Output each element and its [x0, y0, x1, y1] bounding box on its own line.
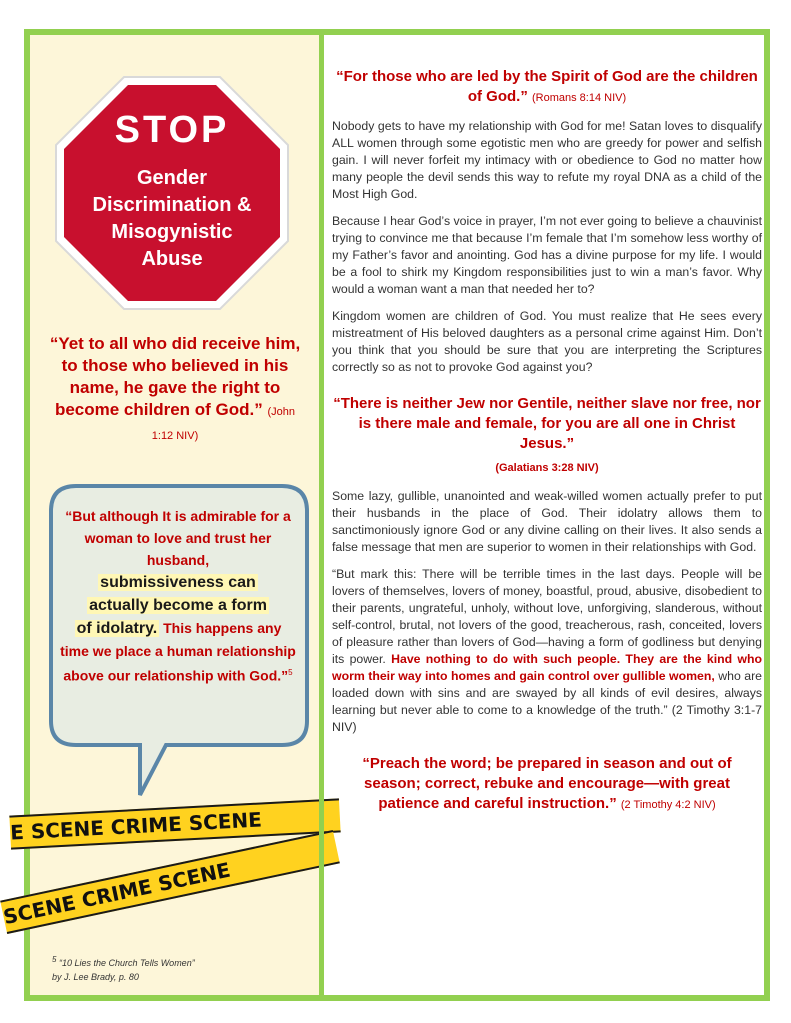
- stop-line: Abuse: [141, 248, 203, 270]
- left-sidebar: [1, 35, 319, 995]
- timothy-passage: [332, 566, 762, 736]
- footnote: [52, 953, 302, 984]
- page-frame: [1, 29, 770, 1001]
- john-quote: [48, 333, 302, 447]
- romans-quote-text: “For those who are led by the Spirit of God are the children of God.”: [336, 68, 758, 105]
- paragraph: Some lazy, gullible, unanointed and weak-willed women actually prefer to put their husbands in the place of God. Their idolatry allows them to sanctimoniously ignore God or any divine calling on their lives. It also sends a false message that men are superior to women in their relationships with God.: [332, 489, 762, 554]
- crime-tape: E SCENE CRIME SCENE: [9, 798, 340, 849]
- galatians-quote-text: “There is neither Jew nor Gentile, neither slave nor free, nor is there male and female, for you are all one in Christ Jesus.”: [333, 395, 761, 452]
- stop-line: Gender: [136, 167, 208, 189]
- footnote-author: by J. Lee Brady, p. 80: [52, 972, 139, 982]
- bubble-highlight: actually become a form: [89, 597, 267, 614]
- galatians-quote: [332, 394, 762, 478]
- romans-quote: [332, 67, 762, 108]
- stop-title: STOP: [114, 109, 230, 151]
- bubble-highlight: of idolatry.: [76, 620, 158, 637]
- bubble-text-2: This happens any time we place a human relationship above our relationship with God.”: [60, 620, 296, 684]
- galatians-quote-ref: (Galatians 3:28 NIV): [495, 462, 599, 474]
- timothy-quote-ref: (2 Timothy 4:2 NIV): [620, 799, 716, 811]
- column-divider: [319, 35, 324, 995]
- stop-sign: [52, 73, 292, 313]
- bubble-highlight: submissiveness can: [100, 574, 256, 591]
- romans-quote-ref: (Romans 8:14 NIV): [532, 92, 627, 104]
- stop-subtitle: [72, 165, 272, 273]
- main-column: [332, 35, 762, 995]
- bubble-footnote-mark: 5: [288, 668, 293, 677]
- paragraph: Kingdom women are children of God. You must realize that He sees every mistreatment of His beloved daughters as a personal crime against Him. Don’t you think that you should be sure that you are interpreting the Scriptures correctly so as not to provoke God against you?: [332, 309, 762, 374]
- bubble-quote: [60, 505, 296, 687]
- timothy-passage-ref: (2 Timothy 3:1-7 NIV): [332, 703, 762, 734]
- crime-tape: SCENE CRIME SCENE: [0, 830, 340, 934]
- john-quote-text: “Yet to all who did receive him, to those who believed in his name, he gave the right to become children of God.”: [49, 334, 301, 419]
- john-quote-ref: (John 1:12 NIV): [151, 406, 296, 442]
- timothy-quote: [332, 754, 762, 815]
- paragraph: Because I hear God’s voice in prayer, I’m not ever going to believe a chauvinist trying to convince me that because I’m female that I’m somehow less worthy of my Father’s favor and anointing. God has a divine purpose for my life. I would be a fool to shirk my Kingdom responsibilities just to win a man’s favor. Why would a woman want a man that needed her to?: [332, 214, 762, 296]
- footnote-mark: 5: [52, 955, 57, 964]
- paragraph: Nobody gets to have my relationship with God for me! Satan loves to disqualify ALL women through some egotistic men who are greedy for power and selfish gain. I will never forfeit my intimacy with or obedience to God no matter how many people the devil sends this way to refute my royal DNA as a child of the Most High God.: [332, 119, 762, 201]
- bubble-text-1: “But although It is admirable for a woman to love and trust her husband,: [65, 508, 291, 568]
- timothy-passage-a: “But mark this: There will be terrible times in the last days. People will be lovers of themselves, lovers of money, boastful, proud, abusive, disobedient to their parents, ungrateful, unholy, without love, unforgiving, slanderous, without self-control, brutal, not lovers of the good, treacherous, rash, conceited, lovers of pleasure rather than lovers of God—having a form of godliness but denying its power.: [332, 567, 762, 666]
- stop-line: Misogynistic: [111, 221, 233, 243]
- footnote-title: “10 Lies the Church Tells Women”: [58, 958, 195, 968]
- timothy-passage-emphasis: Have nothing to do with such people. They are the kind who worm their way into homes and gain control over gullible women,: [332, 652, 762, 683]
- timothy-passage-c: who are loaded down with sins and are swayed by all kinds of evil desires, always learning but never able to come to a knowledge of the truth.”: [332, 669, 762, 717]
- stop-line: Discrimination &: [92, 194, 252, 216]
- timothy-quote-text: “Preach the word; be prepared in season and out of season; correct, rebuke and encourage—with great patience and careful instruction.”: [362, 755, 732, 812]
